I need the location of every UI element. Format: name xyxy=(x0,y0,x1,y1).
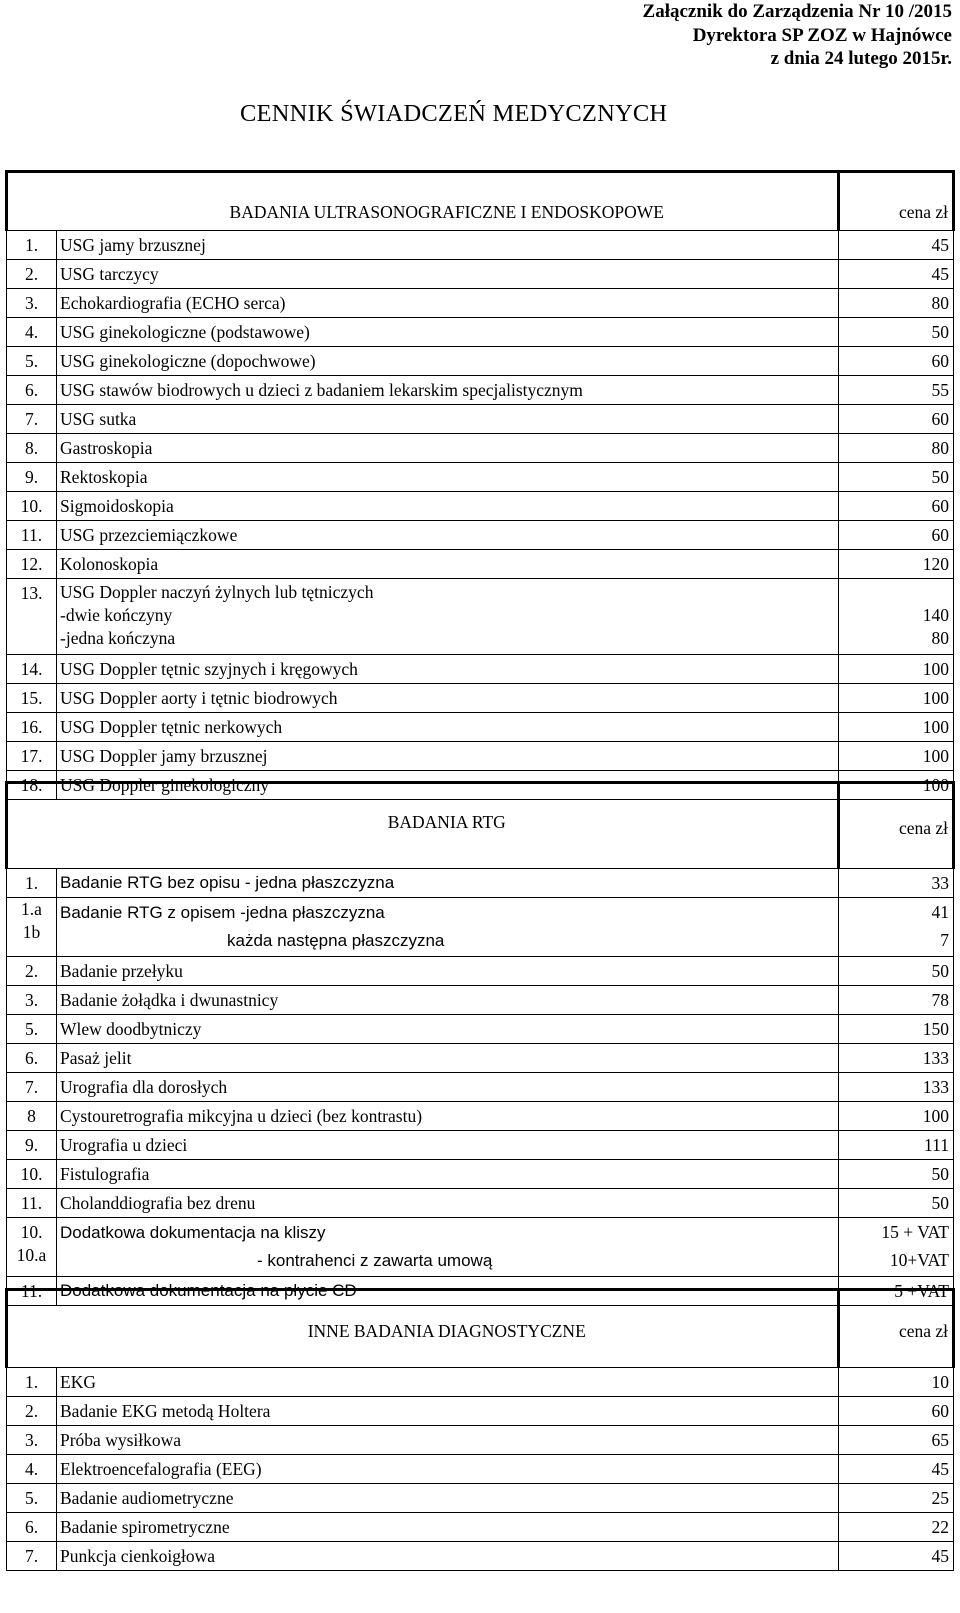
row-price: 22 xyxy=(839,1513,954,1542)
row-name: Badanie spirometryczne xyxy=(57,1513,839,1542)
row-price: 50 xyxy=(839,463,954,492)
table-row xyxy=(7,434,954,463)
row-number: 11. xyxy=(7,1189,57,1218)
table-row xyxy=(7,1484,954,1513)
table-row xyxy=(7,1015,954,1044)
row-number: 10. xyxy=(7,1160,57,1189)
row-number: 11. xyxy=(7,521,57,550)
row-number: 18. xyxy=(7,771,57,800)
row-name: USG Doppler ginekologiczny xyxy=(57,771,839,800)
row-name: Cholanddiografia bez drenu xyxy=(57,1189,839,1218)
row-name: USG Doppler tętnic szyjnych i kręgowych xyxy=(57,655,839,684)
row-number: 6. xyxy=(7,376,57,405)
row-price: 5 +VAT xyxy=(839,1277,954,1306)
annex-line-3: z dnia 24 lutego 2015r. xyxy=(770,48,952,69)
row-price: 150 xyxy=(839,1015,954,1044)
row-number: 7. xyxy=(7,405,57,434)
row-name: Pasaż jelit xyxy=(57,1044,839,1073)
usg-header-row xyxy=(7,172,954,231)
row-number: 8. xyxy=(7,434,57,463)
row-number: 1. xyxy=(7,1368,57,1397)
table-row xyxy=(7,1368,954,1397)
row-price: 100 xyxy=(839,1102,954,1131)
table-row xyxy=(7,318,954,347)
row-number: 4. xyxy=(7,318,57,347)
row-number: 1. xyxy=(7,231,57,260)
table-row xyxy=(7,550,954,579)
row-number: 10. xyxy=(7,492,57,521)
row-name: Badanie żołądka i dwunastnicy xyxy=(57,986,839,1015)
table-row xyxy=(7,1542,954,1571)
row-price: 100 xyxy=(839,655,954,684)
row-number: 17. xyxy=(7,742,57,771)
document-title: CENNIK ŚWIADCZEŃ MEDYCZNYCH xyxy=(240,100,668,127)
row-price: 10 xyxy=(839,1368,954,1397)
table-row xyxy=(7,957,954,986)
row-name: Urografia dla dorosłych xyxy=(57,1073,839,1102)
row-number: 7. xyxy=(7,1073,57,1102)
table-row xyxy=(7,869,954,898)
row-number: 13. xyxy=(7,579,57,655)
row-name: USG ginekologiczne (podstawowe) xyxy=(57,318,839,347)
row-price: 60 xyxy=(839,405,954,434)
table-row xyxy=(7,1102,954,1131)
row-number: 6. xyxy=(7,1044,57,1073)
row-number: 3. xyxy=(7,1426,57,1455)
row-price: 60 xyxy=(839,347,954,376)
row-name: USG Doppler tętnic nerkowych xyxy=(57,713,839,742)
annex-line-1: Załącznik do Zarządzenia Nr 10 /2015 xyxy=(642,1,952,22)
table-row xyxy=(7,1189,954,1218)
row-price: 50 xyxy=(839,318,954,347)
rtg-section-title: BADANIA RTG xyxy=(57,783,839,869)
row-price: 111 xyxy=(839,1131,954,1160)
row-number: 8 xyxy=(7,1102,57,1131)
table-row xyxy=(7,1073,954,1102)
row-price: 60 xyxy=(839,521,954,550)
row-price: 33 xyxy=(839,869,954,898)
row-number: 2. xyxy=(7,1397,57,1426)
usg-section-title: BADANIA ULTRASONOGRAFICZNE I ENDOSKOPOWE xyxy=(57,172,839,231)
table-row xyxy=(7,1131,954,1160)
row-number-a: 1.a xyxy=(21,899,42,919)
row-number: 6. xyxy=(7,1513,57,1542)
row-number: 3. xyxy=(7,289,57,318)
row-name: USG Doppler jamy brzusznej xyxy=(57,742,839,771)
table-row xyxy=(7,376,954,405)
row-price: 55 xyxy=(839,376,954,405)
row-name-b: - kontrahenci z zawarta umową xyxy=(257,1251,493,1270)
row-price-a: 15 + VAT xyxy=(881,1222,949,1242)
row-name: USG jamy brzusznej xyxy=(57,231,839,260)
row-price-b: 7 xyxy=(940,930,949,950)
row-name: Rektoskopia xyxy=(57,463,839,492)
row-price: 133 xyxy=(839,1073,954,1102)
rtg-table xyxy=(5,781,955,1306)
doppler-limbs-row xyxy=(7,579,954,655)
table-row xyxy=(7,347,954,376)
table-row xyxy=(7,492,954,521)
row-name: USG przezciemiączkowe xyxy=(57,521,839,550)
row-number: 9. xyxy=(7,1131,57,1160)
table-row xyxy=(7,1426,954,1455)
row-name: EKG xyxy=(57,1368,839,1397)
table-row xyxy=(7,1397,954,1426)
table-row xyxy=(7,260,954,289)
row-name: USG tarczycy xyxy=(57,260,839,289)
usg-table xyxy=(5,170,955,800)
row-price: 45 xyxy=(839,260,954,289)
table-row xyxy=(7,1513,954,1542)
row-price: 45 xyxy=(839,1542,954,1571)
row-number: 14. xyxy=(7,655,57,684)
row-number-a: 10. xyxy=(20,1222,43,1242)
table-row xyxy=(7,521,954,550)
row-name: Punkcja cienkoigłowa xyxy=(57,1542,839,1571)
row-price: 100 xyxy=(839,713,954,742)
row-number: 15. xyxy=(7,684,57,713)
doppler-limbs-title: USG Doppler naczyń żylnych lub tętniczych xyxy=(60,582,374,602)
row-price: 25 xyxy=(839,1484,954,1513)
row-name: Cystouretrografia mikcyjna u dzieci (bez kontrastu) xyxy=(57,1102,839,1131)
row-price: 65 xyxy=(839,1426,954,1455)
row-price: 45 xyxy=(839,1455,954,1484)
table-row xyxy=(7,1160,954,1189)
row-number: 9. xyxy=(7,463,57,492)
usg-price-header: cena zł xyxy=(839,172,954,231)
row-name: Badanie RTG bez opisu - jedna płaszczyzna xyxy=(57,869,839,898)
row-number: 11. xyxy=(7,1277,57,1306)
row-price-b: 10+VAT xyxy=(889,1250,949,1270)
row-price: 100 xyxy=(839,742,954,771)
table-row-rtg-with-description xyxy=(7,898,954,957)
table-row xyxy=(7,1455,954,1484)
row-name: Gastroskopia xyxy=(57,434,839,463)
row-name: Elektroencefalografia (EEG) xyxy=(57,1455,839,1484)
row-name: Badanie audiometryczne xyxy=(57,1484,839,1513)
row-name: Sigmoidoskopia xyxy=(57,492,839,521)
other-table xyxy=(5,1288,955,1571)
row-name: USG stawów biodrowych u dzieci z badaniem lekarskim specjalistycznym xyxy=(57,376,839,405)
row-price: 100 xyxy=(839,771,954,800)
row-name-a: Badanie RTG z opisem -jedna płaszczyzna xyxy=(60,903,385,922)
row-name: USG Doppler aorty i tętnic biodrowych xyxy=(57,684,839,713)
table-row xyxy=(7,713,954,742)
rtg-header-row xyxy=(7,783,954,869)
row-name: Echokardiografia (ECHO serca) xyxy=(57,289,839,318)
row-number: 1. xyxy=(7,869,57,898)
row-name: Kolonoskopia xyxy=(57,550,839,579)
row-number: 3. xyxy=(7,986,57,1015)
row-number: 5. xyxy=(7,1015,57,1044)
row-price: 50 xyxy=(839,1160,954,1189)
row-price-a: 41 xyxy=(931,902,949,922)
row-name: Urografia u dzieci xyxy=(57,1131,839,1160)
row-name-b: każda następna płaszczyzna xyxy=(227,931,445,950)
other-header-row xyxy=(7,1290,954,1368)
doppler-limbs-price-2: 80 xyxy=(931,628,949,648)
rtg-price-header: cena zł xyxy=(839,783,954,869)
row-price: 45 xyxy=(839,231,954,260)
row-name: USG sutka xyxy=(57,405,839,434)
annex-line-2: Dyrektora SP ZOZ w Hajnówce xyxy=(692,24,952,46)
doppler-limbs-price-1: 140 xyxy=(922,605,949,625)
table-row xyxy=(7,655,954,684)
table-row xyxy=(7,742,954,771)
row-price: 80 xyxy=(839,434,954,463)
row-price: 60 xyxy=(839,1397,954,1426)
row-price: 100 xyxy=(839,684,954,713)
other-section-title: INNE BADANIA DIAGNOSTYCZNE xyxy=(57,1290,839,1368)
other-price-header: cena zł xyxy=(839,1290,954,1368)
row-name-a: Dodatkowa dokumentacja na kliszy xyxy=(60,1223,326,1242)
row-number: 4. xyxy=(7,1455,57,1484)
table-row xyxy=(7,1044,954,1073)
table-row xyxy=(7,231,954,260)
row-price: 80 xyxy=(839,289,954,318)
row-price: 120 xyxy=(839,550,954,579)
row-number: 2. xyxy=(7,260,57,289)
doppler-limbs-option-2: -jedna kończyna xyxy=(60,628,176,648)
row-name: Dodatkowa dokumentacja na płycie CD xyxy=(57,1277,839,1306)
row-name: Badanie przełyku xyxy=(57,957,839,986)
row-price: 78 xyxy=(839,986,954,1015)
row-name: USG ginekologiczne (dopochwowe) xyxy=(57,347,839,376)
table-row xyxy=(7,405,954,434)
row-name: Badanie EKG metodą Holtera xyxy=(57,1397,839,1426)
row-price: 133 xyxy=(839,1044,954,1073)
row-number-b: 1b xyxy=(22,922,41,942)
table-row xyxy=(7,463,954,492)
table-row-additional-film xyxy=(7,1218,954,1277)
annex-header xyxy=(643,0,952,71)
row-number: 5. xyxy=(7,347,57,376)
row-number: 2. xyxy=(7,957,57,986)
row-number: 5. xyxy=(7,1484,57,1513)
row-name: Próba wysiłkowa xyxy=(57,1426,839,1455)
table-row xyxy=(7,684,954,713)
table-row xyxy=(7,986,954,1015)
row-number: 12. xyxy=(7,550,57,579)
table-row xyxy=(7,289,954,318)
row-number: 16. xyxy=(7,713,57,742)
doppler-limbs-option-1: -dwie kończyny xyxy=(60,605,173,625)
row-price: 60 xyxy=(839,492,954,521)
row-price: 50 xyxy=(839,1189,954,1218)
row-name: Wlew doodbytniczy xyxy=(57,1015,839,1044)
row-price: 50 xyxy=(839,957,954,986)
row-name: Fistulografia xyxy=(57,1160,839,1189)
row-number: 7. xyxy=(7,1542,57,1571)
row-number-b: 10.a xyxy=(16,1245,47,1265)
